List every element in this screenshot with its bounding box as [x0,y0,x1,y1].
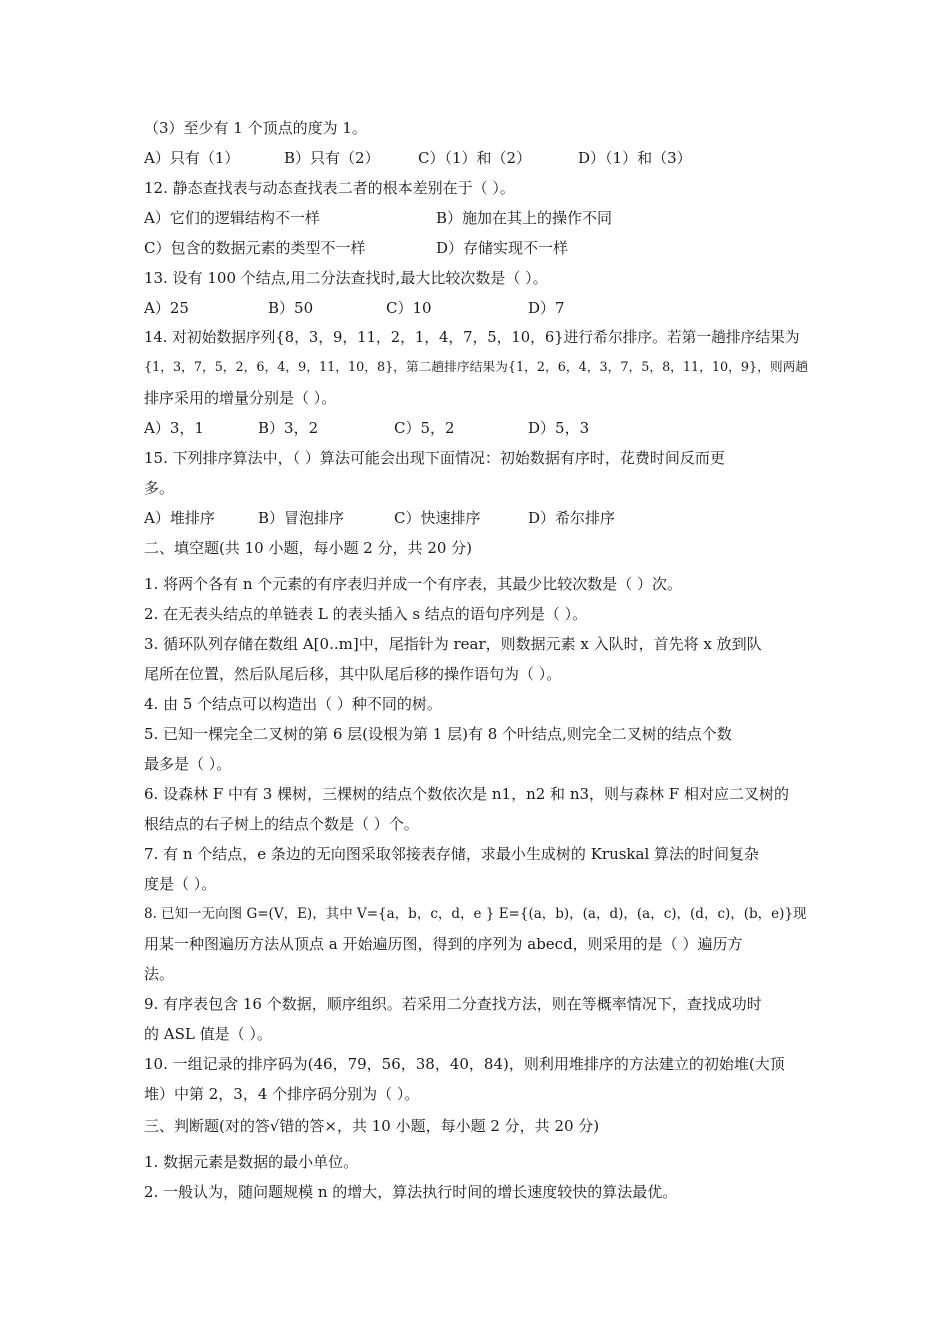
option-a: A）堆排序 [144,509,215,527]
question-14-line3: 排序采用的增量分别是（ ）。 [144,389,337,407]
question-11-options [144,148,809,168]
fill-question-7-line1: 7. 有 n 个结点，e 条边的无向图采取邻接表存储，求最小生成树的 Kruskal 算法的时间复杂 [144,845,760,863]
option-c: C）包含的数据元素的类型不一样 [144,239,366,257]
option-a: A）它们的逻辑结构不一样 [144,209,320,227]
fill-question-5-line2: 最多是（ ）。 [144,755,232,773]
fill-question-10-line2: 堆）中第 2，3，4 个排序码分别为（ ）。 [144,1085,420,1103]
option-c: C）快速排序 [394,509,481,527]
question-12-options-row2 [144,238,809,258]
option-a: A）只有（1） [144,149,240,167]
option-b: B）3，2 [258,419,319,437]
option-d: D）存储实现不一样 [436,239,569,257]
option-a: A）25 [144,299,189,317]
question-15-options [144,508,809,528]
question-15-line1: 15. 下列排序算法中，（ ）算法可能会出现下面情况：初始数据有序时，花费时间反而更 [144,449,725,467]
question-12-options-row1 [144,208,809,228]
fill-question-2: 2. 在无表头结点的单链表 L 的表头插入 s 结点的语句序列是（ ）。 [144,605,588,623]
fill-question-3-line2: 尾所在位置，然后队尾后移，其中队尾后移的操作语句为（ ）。 [144,665,562,683]
question-14-line1: 14. 对初始数据序列{8，3，9，11，2，1，4，7，5，10，6}进行希尔排序。若第一趟排序结果为 [144,329,800,346]
option-d: D）（1）和（3） [578,149,692,167]
fill-question-10-line1: 10. 一组记录的排序码为(46，79，56，38，40，84)，则利用堆排序的方法建立的初始堆(大顶 [144,1055,785,1073]
fill-question-7-line2: 度是（ ）。 [144,875,217,893]
option-c: C）5，2 [394,419,455,437]
option-b: B）冒泡排序 [258,509,345,527]
question-13-options [144,298,809,318]
option-d: D）希尔排序 [528,509,616,527]
section-2-heading: 二、填空题(共 10 小题，每小题 2 分，共 20 分) [144,539,473,557]
fill-question-6-line1: 6. 设森林 F 中有 3 棵树，三棵树的结点个数依次是 n1，n2 和 n3，则与森林 F 相对应二叉树的 [144,785,789,803]
question-14-line2: {1，3，7，5，2，6，4，9，11，10，8}，第二趟排序结果为{1，2，6，4，3，7，5，8，11，10，9}，则两趟 [144,360,809,375]
fill-question-9-line1: 9. 有序表包含 16 个数据，顺序组织。若采用二分查找方法，则在等概率情况下，查找成功时 [144,995,762,1013]
option-c: C）（1）和（2） [418,149,532,167]
fill-question-8-line1: 8. 已知一无向图 G=(V，E)，其中 V={a，b，c，d，e } E={(a，b)，(a，d)，(a，c)，(d，c)，(b，e)}现 [144,906,807,922]
question-15-line2: 多。 [144,479,175,497]
question-14-options [144,418,809,438]
option-b: B）50 [268,299,314,317]
fill-question-8-line3: 法。 [144,965,175,983]
option-a: A）3，1 [144,419,204,437]
option-d: D）7 [528,299,565,317]
question-13: 13. 设有 100 个结点,用二分法查找时,最大比较次数是（ ）。 [144,269,548,287]
option-b: B）只有（2） [284,149,380,167]
option-b: B）施加在其上的操作不同 [436,209,613,227]
option-c: C）10 [386,299,432,317]
question-11-condition-3: （3）至少有 1 个顶点的度为 1。 [144,119,367,137]
question-12: 12. 静态查找表与动态查找表二者的根本差别在于（ ）。 [144,179,515,197]
fill-question-8-line2: 用某一种图遍历方法从顶点 a 开始遍历图，得到的序列为 abecd，则采用的是（ ）遍历方 [144,935,743,953]
judge-question-1: 1. 数据元素是数据的最小单位。 [144,1153,359,1171]
fill-question-6-line2: 根结点的右子树上的结点个数是（ ）个。 [144,815,419,833]
fill-question-3-line1: 3. 循环队列存储在数组 A[0..m]中，尾指针为 rear，则数据元素 x 入队时，首先将 x 放到队 [144,635,762,653]
option-d: D）5，3 [528,419,590,437]
fill-question-4: 4. 由 5 个结点可以构造出（ ）种不同的树。 [144,695,442,713]
section-3-heading: 三、判断题(对的答√错的答×，共 10 小题，每小题 2 分，共 20 分) [144,1117,600,1135]
fill-question-9-line2: 的 ASL 值是（ ）。 [144,1025,272,1043]
judge-question-2: 2. 一般认为，随问题规模 n 的增大，算法执行时间的增长速度较快的算法最优。 [144,1183,678,1201]
fill-question-1: 1. 将两个各有 n 个元素的有序表归并成一个有序表，其最少比较次数是（ ）次。 [144,575,683,593]
fill-question-5-line1: 5. 已知一棵完全二叉树的第 6 层(设根为第 1 层)有 8 个叶结点,则完全二叉树的结点个数 [144,725,732,743]
